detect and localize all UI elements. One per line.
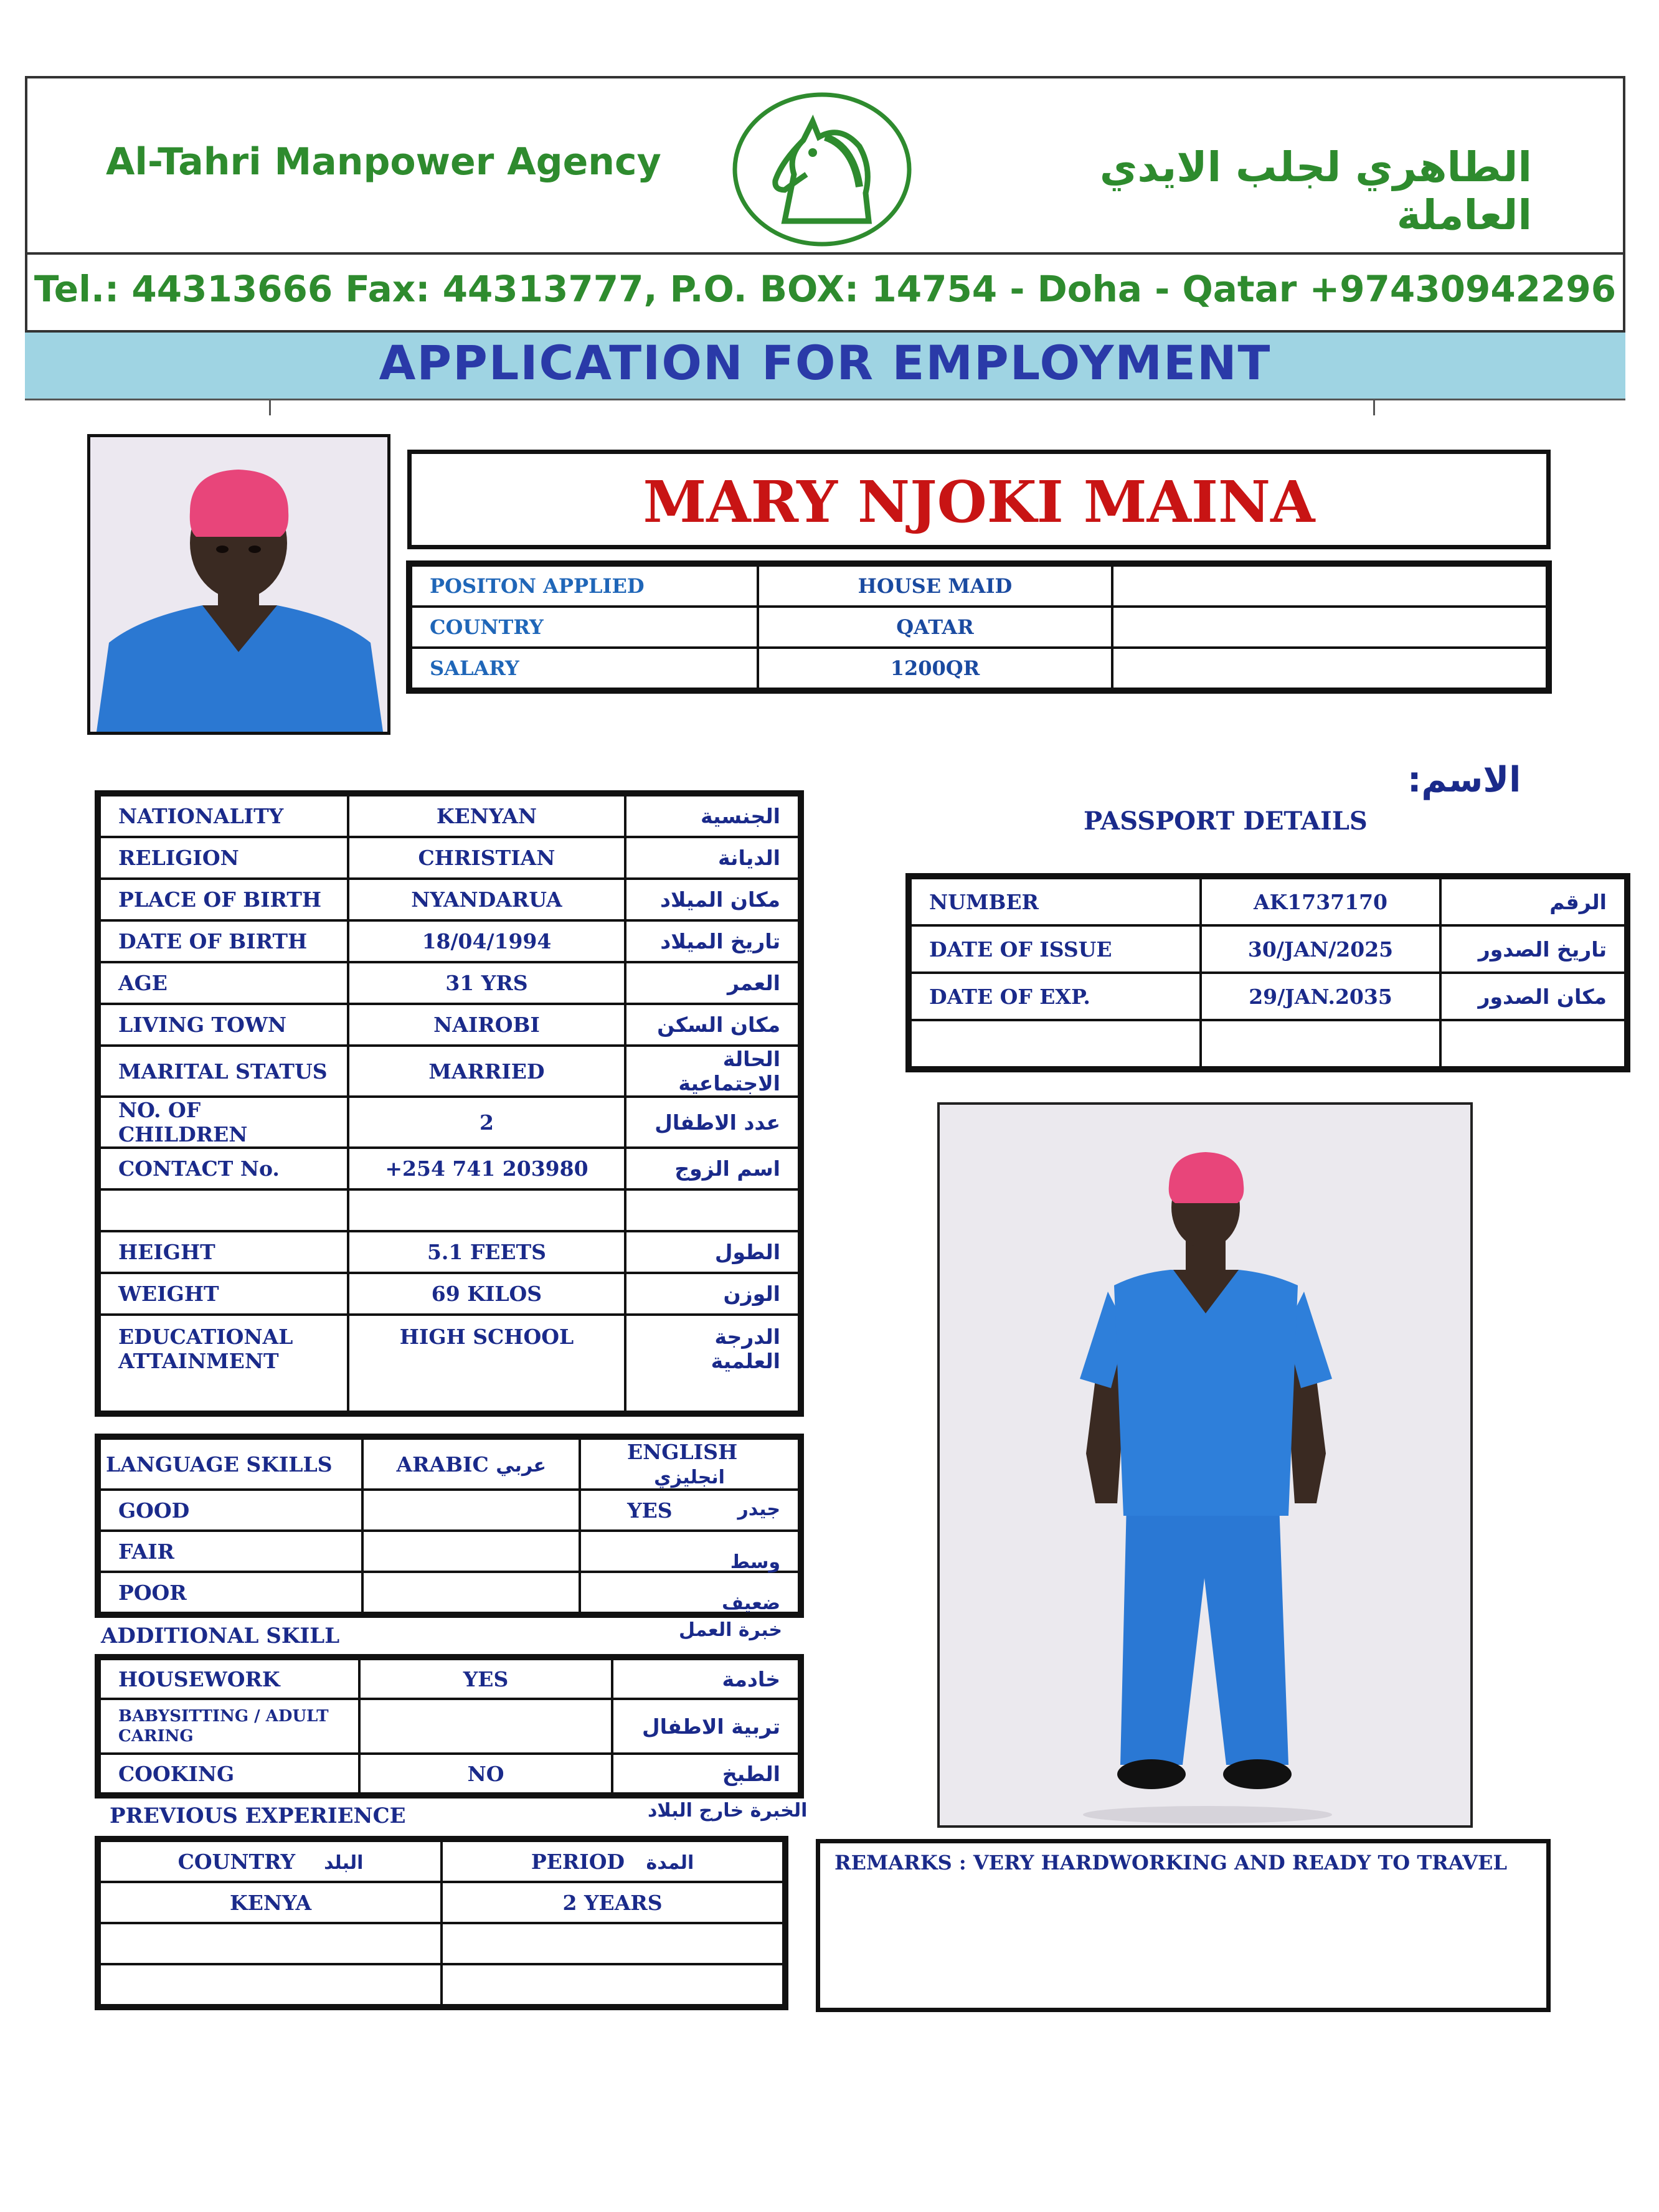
- position-label: POSITON APPLIED: [411, 565, 758, 607]
- row-label: DATE OF BIRTH: [100, 920, 348, 962]
- row-label-ar: العمر: [625, 962, 799, 1004]
- row-value: 31 YRS: [348, 962, 625, 1004]
- period-column-header: [442, 1841, 783, 1882]
- passport-table: [909, 877, 1627, 1069]
- position-value: HOUSE MAID: [758, 565, 1112, 607]
- row-value: HIGH SCHOOL: [348, 1315, 625, 1412]
- table-row: [100, 1439, 799, 1490]
- row-label-ar: الجنسية: [625, 795, 799, 837]
- row-label: WEIGHT: [100, 1273, 348, 1315]
- country-header: COUNTRY: [177, 1849, 296, 1874]
- table-row: [100, 1699, 799, 1754]
- country-value: KENYA: [100, 1882, 442, 1923]
- row-label-ar: مكان الميلاد: [625, 879, 799, 920]
- table-row: [100, 1004, 799, 1046]
- table-row: [100, 1923, 783, 1964]
- table-row: [411, 648, 1547, 689]
- additional-skill-title: ADDITIONAL SKILL: [101, 1624, 340, 1648]
- country-value: [100, 1964, 442, 2005]
- row-value: KENYAN: [348, 795, 625, 837]
- table-row: [100, 1231, 799, 1273]
- row-label-ar: تربية الاطفال: [612, 1699, 799, 1754]
- row-label: HOUSEWORK: [100, 1659, 359, 1699]
- personal-details-table: [98, 794, 800, 1413]
- table-row: [100, 1882, 783, 1923]
- row-value: [348, 1189, 625, 1231]
- horse-head-icon: [726, 87, 919, 252]
- arabic-level: [362, 1531, 580, 1572]
- arabic-level: [362, 1572, 580, 1613]
- empty-cell: [1112, 565, 1547, 607]
- row-label: POOR: [100, 1572, 362, 1613]
- row-label-ar: ضعيف: [722, 1592, 780, 1614]
- row-value: CHRISTIAN: [348, 837, 625, 879]
- row-label-ar: الرقم: [1440, 878, 1625, 925]
- position-table: [410, 564, 1548, 690]
- row-value: NYANDARUA: [348, 879, 625, 920]
- language-skills-label: LANGUAGE SKILLS: [100, 1439, 362, 1490]
- row-label: NATIONALITY: [100, 795, 348, 837]
- table-row: [100, 1572, 799, 1613]
- candidate-name: MARY NJOKI MAINA: [643, 468, 1315, 536]
- period-header: PERIOD: [531, 1849, 625, 1874]
- row-value: [1201, 1020, 1440, 1067]
- row-label-ar: خادمة: [612, 1659, 799, 1699]
- name-label-ar: الاسم:: [1407, 760, 1521, 800]
- row-value: YES: [359, 1659, 612, 1699]
- header-table-edge: [25, 399, 1625, 414]
- row-label: RELIGION: [100, 837, 348, 879]
- period-value: 2 YEARS: [442, 1882, 783, 1923]
- row-label-ar: [625, 1189, 799, 1231]
- table-row: [100, 1490, 799, 1531]
- full-body-photo: [937, 1102, 1473, 1828]
- table-row: [910, 878, 1625, 925]
- row-label-ar: جيدر: [737, 1498, 780, 1520]
- english-label: ENGLISH: [626, 1440, 738, 1464]
- row-label: COOKING: [100, 1754, 359, 1794]
- table-row: [910, 1020, 1625, 1067]
- table-row: [100, 1097, 799, 1148]
- row-value: 18/04/1994: [348, 920, 625, 962]
- row-value: 2: [348, 1097, 625, 1148]
- row-value: 69 KILOS: [348, 1273, 625, 1315]
- english-level-cell: [580, 1531, 799, 1572]
- agency-name-en: Al-Tahri Manpower Agency: [106, 140, 661, 184]
- table-row: [411, 565, 1547, 607]
- row-value: AK1737170: [1201, 878, 1440, 925]
- row-label-ar: الوزن: [625, 1273, 799, 1315]
- previous-experience-title: PREVIOUS EXPERIENCE: [110, 1803, 406, 1828]
- row-value: 30/JAN/2025: [1201, 925, 1440, 973]
- country-label: COUNTRY: [411, 607, 758, 648]
- row-label-ar: الطول: [625, 1231, 799, 1273]
- country-value: [100, 1923, 442, 1964]
- header-divider: [25, 252, 1625, 255]
- row-label-ar: الحالة الاجتماعية: [625, 1046, 799, 1097]
- table-row: [100, 1189, 799, 1231]
- row-label: BABYSITTING / ADULT CARING: [100, 1699, 359, 1754]
- row-value: NAIROBI: [348, 1004, 625, 1046]
- previous-experience-title-ar: الخبرة خارج البلاد: [648, 1800, 808, 1822]
- table-row: [100, 1148, 799, 1189]
- remarks-text: REMARKS : VERY HARDWORKING AND READY TO TRAVEL: [834, 1851, 1507, 1874]
- arabic-level: [362, 1490, 580, 1531]
- row-value: NO: [359, 1754, 612, 1794]
- country-value: QATAR: [758, 607, 1112, 648]
- row-label: DATE OF ISSUE: [910, 925, 1201, 973]
- row-label: [910, 1020, 1201, 1067]
- row-value: MARRIED: [348, 1046, 625, 1097]
- table-row: [100, 837, 799, 879]
- table-row: [100, 920, 799, 962]
- table-row: [100, 962, 799, 1004]
- period-header-ar: المدة: [646, 1851, 694, 1874]
- empty-cell: [1112, 607, 1547, 648]
- previous-experience-table: [98, 1840, 785, 2006]
- table-row: [100, 1273, 799, 1315]
- table-row: [100, 879, 799, 920]
- table-row: [100, 1964, 783, 2005]
- table-row: [100, 1315, 799, 1412]
- row-label: DATE OF EXP.: [910, 973, 1201, 1020]
- english-level-cell: [580, 1490, 799, 1531]
- row-label-ar: الطبخ: [612, 1754, 799, 1794]
- english-label-ar: انجليزي: [654, 1467, 725, 1488]
- table-row: [100, 1841, 783, 1882]
- table-row: [100, 1659, 799, 1699]
- row-value: 29/JAN.2035: [1201, 973, 1440, 1020]
- table-row: [100, 1046, 799, 1097]
- empty-cell: [1112, 648, 1547, 689]
- row-label: PLACE OF BIRTH: [100, 879, 348, 920]
- agency-contact: Tel.: 44313666 Fax: 44313777, P.O. BOX: 14754 - Doha - Qatar +97430942296: [34, 268, 1617, 310]
- row-label: AGE: [100, 962, 348, 1004]
- table-row: [910, 973, 1625, 1020]
- salary-label: SALARY: [411, 648, 758, 689]
- row-label: LIVING TOWN: [100, 1004, 348, 1046]
- row-label-ar: مكان السكن: [625, 1004, 799, 1046]
- row-value: [359, 1699, 612, 1754]
- additional-skill-title-ar: خبرة العمل: [679, 1619, 783, 1641]
- row-label-ar: عدد الاطفال: [625, 1097, 799, 1148]
- row-label: HEIGHT: [100, 1231, 348, 1273]
- row-label: CONTACT No.: [100, 1148, 348, 1189]
- row-label: FAIR: [100, 1531, 362, 1572]
- salary-value: 1200QR: [758, 648, 1112, 689]
- row-value: +254 741 203980: [348, 1148, 625, 1189]
- row-label: MARITAL STATUS: [100, 1046, 348, 1097]
- arabic-label: ARABIC: [396, 1452, 489, 1477]
- table-row: [100, 1754, 799, 1794]
- row-label: NO. OF CHILDREN: [100, 1097, 348, 1148]
- row-label-ar: [1440, 1020, 1625, 1067]
- table-row: [910, 925, 1625, 973]
- country-header-ar: البلد: [324, 1851, 364, 1874]
- additional-skill-table: [98, 1658, 800, 1795]
- table-row: [100, 795, 799, 837]
- row-label: [100, 1189, 348, 1231]
- agency-name-ar: الطاهري لجلب الايدي العاملة: [1099, 143, 1532, 239]
- country-column-header: [100, 1841, 442, 1882]
- row-label-ar: وسط: [730, 1551, 780, 1573]
- row-label-ar: مكان الصدور: [1440, 973, 1625, 1020]
- row-label-ar: تاريخ الميلاد: [625, 920, 799, 962]
- table-row: [100, 1531, 799, 1572]
- period-value: [442, 1964, 783, 2005]
- language-skills-table: [98, 1437, 800, 1614]
- period-value: [442, 1923, 783, 1964]
- form-title: APPLICATION FOR EMPLOYMENT: [379, 335, 1272, 390]
- row-label: GOOD: [100, 1490, 362, 1531]
- arabic-column-header: [362, 1439, 580, 1490]
- row-label: EDUCATIONAL ATTAINMENT: [100, 1315, 348, 1412]
- row-label-ar: تاريخ الصدور: [1440, 925, 1625, 973]
- english-level-cell: [580, 1572, 799, 1613]
- row-label-ar: اسم الزوج: [625, 1148, 799, 1189]
- row-label-ar: الديانة: [625, 837, 799, 879]
- arabic-label-ar: عربي: [496, 1454, 546, 1477]
- passport-details-title: PASSPORT DETAILS: [1084, 806, 1368, 836]
- english-level: YES: [627, 1498, 673, 1523]
- row-label: NUMBER: [910, 878, 1201, 925]
- table-row: [411, 607, 1547, 648]
- row-value: 5.1 FEETS: [348, 1231, 625, 1273]
- portrait-photo: [87, 434, 390, 735]
- english-column-header: [580, 1439, 799, 1490]
- row-label-ar: الدرجة العلمية: [625, 1315, 799, 1412]
